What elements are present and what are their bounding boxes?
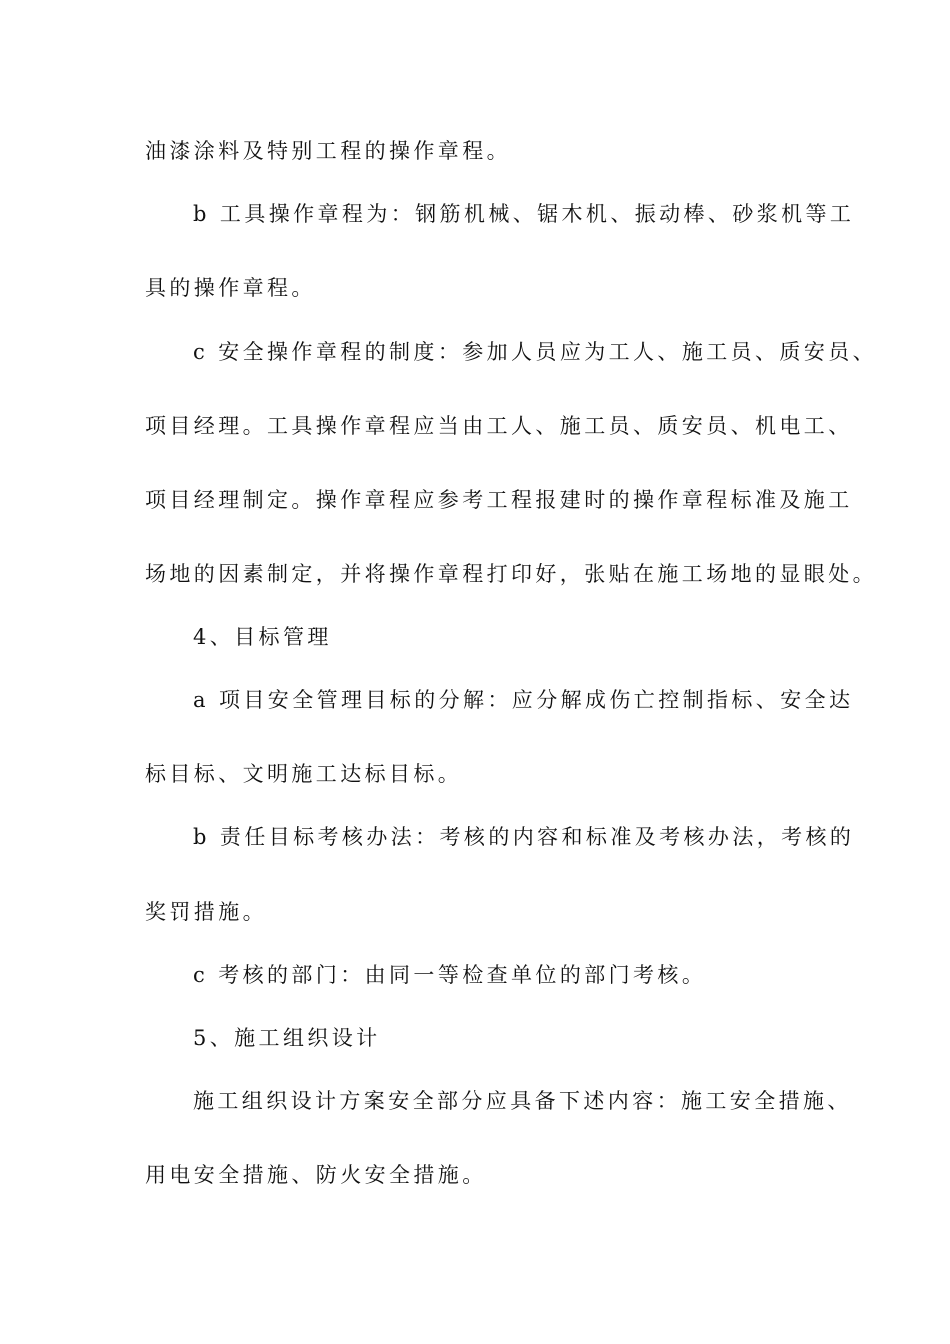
paragraph-line: 奖罚措施。 <box>145 900 267 924</box>
paragraph-line: 油漆涂料及特别工程的操作章程。 <box>145 139 511 163</box>
paragraph-line: 用电安全措施、防火安全措施。 <box>145 1163 487 1187</box>
paragraph-line: c 考核的部门：由同一等检查单位的部门考核。 <box>193 963 707 987</box>
paragraph-line: 标目标、文明施工达标目标。 <box>145 762 463 786</box>
paragraph-line: a 项目安全管理目标的分解：应分解成伤亡控制指标、安全达 <box>193 688 854 712</box>
paragraph-line: c 安全操作章程的制度：参加人员应为工人、施工员、质安员、 <box>193 340 878 364</box>
paragraph-line: 项目经理。工具操作章程应当由工人、施工员、质安员、机电工、 <box>145 414 853 438</box>
section-heading: 4、目标管理 <box>193 625 332 649</box>
paragraph-line: 项目经理制定。操作章程应参考工程报建时的操作章程标准及施工 <box>145 488 853 512</box>
paragraph-line: b 责任目标考核办法：考核的内容和标准及考核办法，考核的 <box>193 825 855 849</box>
section-heading: 5、施工组织设计 <box>193 1026 381 1050</box>
paragraph-line: 场地的因素制定，并将操作章程打印好，张贴在施工场地的显眼处。 <box>145 562 877 586</box>
paragraph-line: b 工具操作章程为：钢筋机械、锯木机、振动棒、砂浆机等工 <box>193 202 855 226</box>
paragraph-line: 具的操作章程。 <box>145 276 316 300</box>
paragraph-line: 施工组织设计方案安全部分应具备下述内容：施工安全措施、 <box>193 1089 852 1113</box>
